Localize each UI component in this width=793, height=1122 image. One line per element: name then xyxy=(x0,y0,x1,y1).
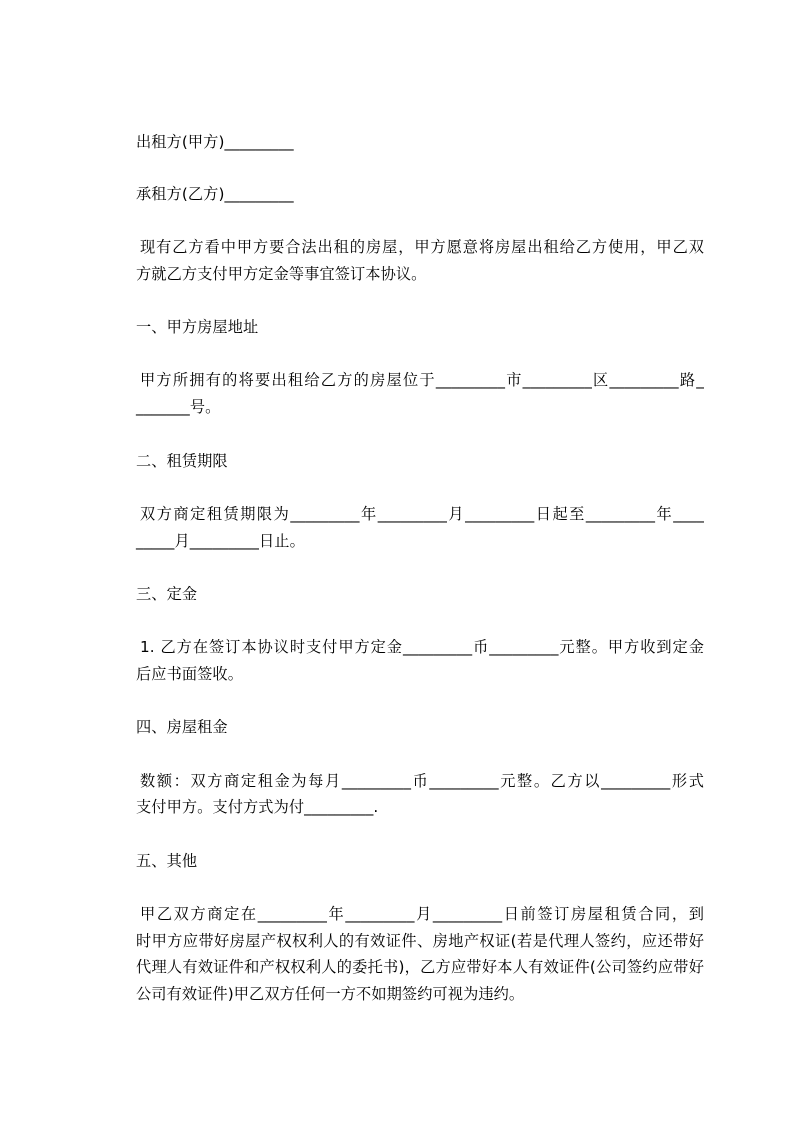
intro-paragraph-line-2: 方就乙方支付甲方定金等事宜签订本协议。 xyxy=(136,265,427,283)
intro-paragraph-line-1: 现有乙方看中甲方要合法出租的房屋，甲方愿意将房屋出租给乙方使用，甲乙双 xyxy=(140,238,704,256)
section-1-heading: 一、甲方房屋地址 xyxy=(136,318,259,336)
section-5-line-1: 甲乙双方商定在_________年_________月_________日前签订房屋租赁合同，到 xyxy=(140,905,704,923)
lessor-line: 出租方(甲方)_________ xyxy=(136,133,294,151)
section-1-line-1: 甲方所拥有的将要出租给乙方的房屋位于_________市_________区_________路_ xyxy=(140,371,704,389)
section-5-line-4: 公司有效证件)甲乙双方任何一方不如期签约可视为违约。 xyxy=(136,985,525,1003)
section-2-heading: 二、租赁期限 xyxy=(136,452,228,470)
section-5-heading: 五、其他 xyxy=(136,852,198,870)
section-2-line-1: 双方商定租赁期限为_________年_________月_________日起至_________年____ xyxy=(140,505,704,523)
section-3-line-1: 1. 乙方在签订本协议时支付甲方定金_________币_________元整。甲方收到定金 xyxy=(140,638,704,656)
section-1-line-2: _______号。 xyxy=(136,398,221,416)
section-5-line-3: 代理人有效证件和产权权利人的委托书)，乙方应带好本人有效证件(公司签约应带好 xyxy=(136,958,704,976)
lessee-line: 承租方(乙方)_________ xyxy=(136,185,294,203)
section-2-line-2: _____月_________日止。 xyxy=(136,532,305,550)
section-3-line-2: 后应书面签收。 xyxy=(136,665,244,683)
section-4-heading: 四、房屋租金 xyxy=(136,718,228,736)
section-4-line-2: 支付甲方。支付方式为付_________. xyxy=(136,798,379,816)
section-5-line-2: 时甲方应带好房屋产权权利人的有效证件、房地产权证(若是代理人签约，应还带好 xyxy=(136,932,704,950)
section-3-heading: 三、定金 xyxy=(136,585,198,603)
section-4-line-1: 数额：双方商定租金为每月_________币_________元整。乙方以_________形式 xyxy=(140,772,704,790)
